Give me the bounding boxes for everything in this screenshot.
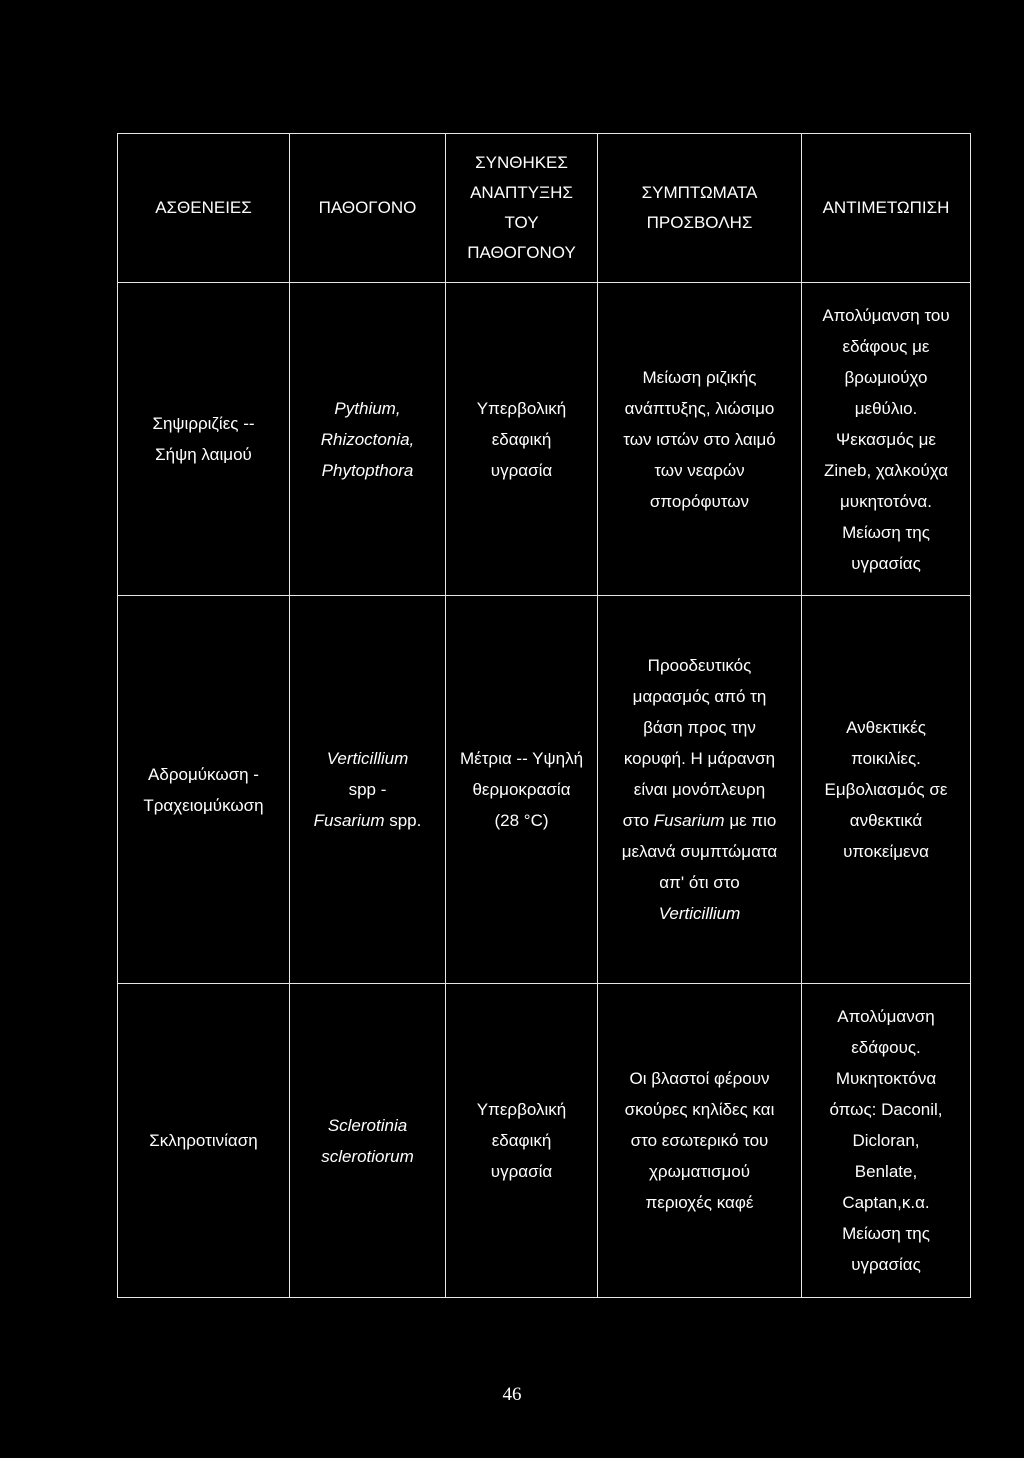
conditions-cell: Μέτρια -- Υψηλή θερμοκρασία (28 °C): [446, 596, 598, 984]
control-cell: Ανθεκτικές ποικιλίες. Εμβολιασμός σε ανθεκτικά υποκείμενα: [802, 596, 971, 984]
symptoms-cell: Οι βλαστοί φέρουν σκούρες κηλίδες και στο εσωτερικό του χρωματισμού περιοχές καφέ: [598, 984, 802, 1298]
header-symptoms: ΣΥΜΠΤΩΜΑΤΑ ΠΡΟΣΒΟΛΗΣ: [598, 134, 802, 283]
table-row: [118, 283, 971, 596]
pathogen-cell: [290, 596, 446, 984]
symptoms-genus-verticillium: Verticillium: [658, 904, 741, 923]
control-cell: Απολύμανση εδάφους. Μυκητοκτόνα όπως: Daconil, Dicloran, Benlate, Captan,κ.α. Μείωση της υγρασίας: [802, 984, 971, 1298]
pathogen-cell: Pythium, Rhizoctonia, Phytopthora: [290, 283, 446, 596]
control-cell: Απολύμανση του εδάφους με βρωμιούχο μεθύλιο. Ψεκασμός με Zineb, χαλκούχα μυκητοτόνα. Μείωση της υγρασίας: [802, 283, 971, 596]
disease-cell: Σκληροτινίαση: [118, 984, 290, 1298]
disease-cell: Σηψιρριζίες -- Σήψη λαιμού: [118, 283, 290, 596]
pathogen-spp-text: spp -: [348, 780, 387, 799]
conditions-cell: Υπερβολική εδαφική υγρασία: [446, 283, 598, 596]
disease-table: [117, 133, 971, 1298]
symptoms-text: Προοδευτικός μαρασμός από τη βάση προς την κορυφή. Η μάρανση είναι μονόπλευρη στο: [622, 656, 776, 830]
table-row: [118, 984, 971, 1298]
pathogen-genus-verticillium: Verticillium: [326, 749, 409, 768]
pathogen-genus-fusarium: Fusarium: [313, 811, 385, 830]
symptoms-cell: [598, 596, 802, 984]
header-row: [118, 134, 971, 283]
symptoms-text: με πιο μελανά συμπτώματα απ' ότι στο: [621, 811, 778, 892]
pathogen-cell: Sclerotinia sclerotiorum: [290, 984, 446, 1298]
symptoms-cell: Μείωση ριζικής ανάπτυξης, λιώσιμο των ιστών στο λαιμό των νεαρών σπορόφυτων: [598, 283, 802, 596]
header-conditions: ΣΥΝΘΗΚΕΣ ΑΝΑΠΤΥΞΗΣ ΤΟΥ ΠΑΘΟΓΟΝΟΥ: [446, 134, 598, 283]
disease-cell: Αδρομύκωση - Τραχειομύκωση: [118, 596, 290, 984]
symptoms-genus-fusarium: Fusarium: [653, 811, 725, 830]
header-control: ΑΝΤΙΜΕΤΩΠΙΣΗ: [802, 134, 971, 283]
pathogen-spp-suffix: spp.: [384, 811, 422, 830]
conditions-cell: Υπερβολική εδαφική υγρασία: [446, 984, 598, 1298]
header-pathogen: ΠΑΘΟΓΟΝΟ: [290, 134, 446, 283]
page-number: 46: [502, 1384, 522, 1405]
header-disease: ΑΣΘΕΝΕΙΕΣ: [118, 134, 290, 283]
table-row: [118, 596, 971, 984]
